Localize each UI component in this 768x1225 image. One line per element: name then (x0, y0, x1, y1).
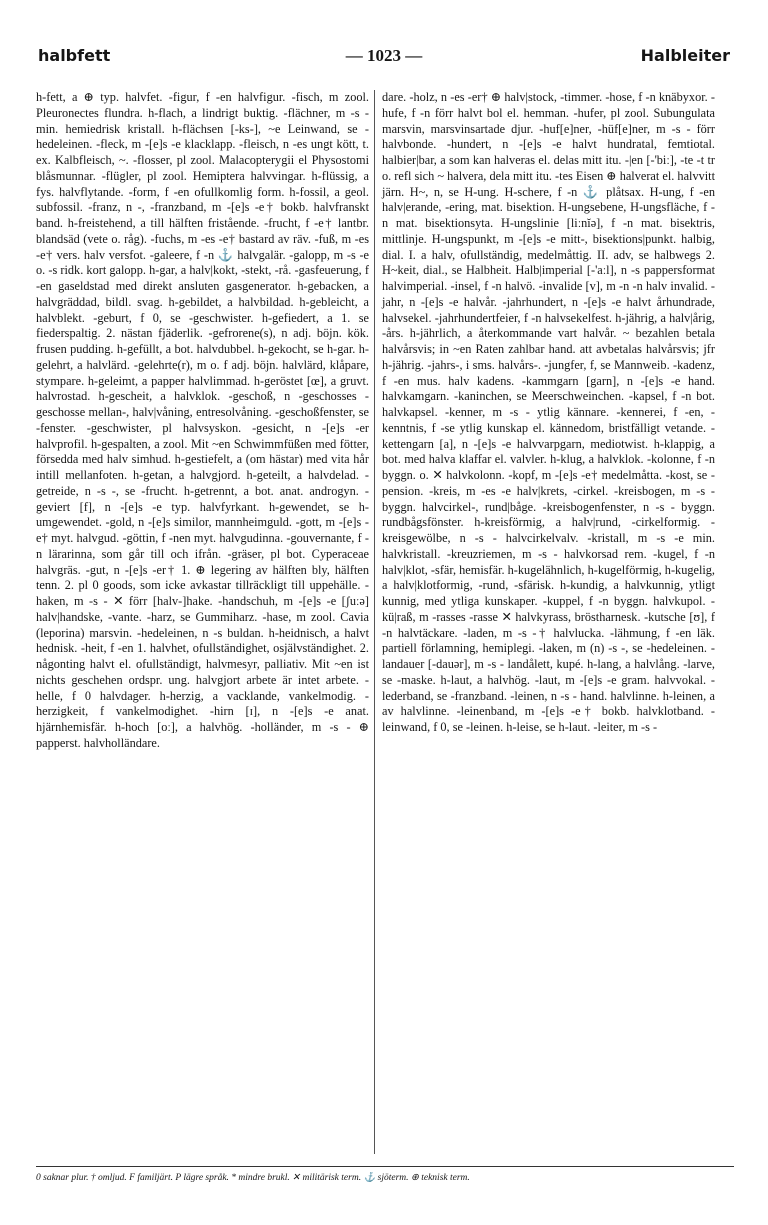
left-column (36, 90, 369, 752)
left-column-text: h-fett, a ⊕ typ. halvfet. -figur, f -en halvfigur. -fisch, m zool. Pleuronectes flundra. h-flach, a lindrigt buktig. -flächner, m -s - min. hemiedrisk kristall. h-flächsen [-ks-], ~e Leinwand, se -hedeleinen. -fleck, m -[e]s -e klacklapp. -fleisch, n -es ungt kött, t. ex. Kalbfleisch, ~. -flosser, pl zool. Malacopterygii el Physostomi blåsmunnar. -flügler, pl zool. Hemiptera halvvingar. h-flüssig, a fys. halvflytande. -form, f -en ofullkomlig form. h-fossil, a geol. subfossil. -franz, n -, -franzband, m -[e]s -e† bokb. halvfranskt band. h-freistehend, a till hälften fristående. -frucht, f -e† lantbr. blandsäd (vete o. råg). -fuchs, m -es -e† bastard av räv. -fuß, m -es -e† vers. halv versfot. -galeere, f -n ⚓ halvgalär. -galopp, m -s -e o. -s ridk. kort galopp. h-gar, a halv|kokt, -stekt, -rå. -gasfeuerung, f -en gaseldstad med direkt ansluten gasgenerator. h-gebacken, a halvgräddad, bildl. svag. h-gebildet, a halvbildad. h-gebleicht, a halvblekt. -geburt, f 0, se -geschwister. h-gefiedert, a 1. se fiederspaltig. 2. nästan fjäderlik. -gefrorene(s), n adj. böjn. kök. frusen pudding. h-gefüllt, a bot. halvdubbel. h-gekocht, se h-gar. h-gelehrt, a halvlärd. -gelehrte(r), m o. f adj. böjn. halvlärd, klåpare, stympare. h-geleimt, a papper halvlimmad. h-geröstet [œ], a gruvt. halvrostad. h-gescheit, a halvklok. -geschoß, n -geschosses -geschosse mellan-, halv|våning, entresolvåning. -geschoßfenster, se -fenster. -geschwister, pl halvsyskon. -gesicht, n -[e]s -er halvprofil. h-gespalten, a zool. Mit ~en Schwimmfüßen med fötter, försedda med halv simhud. h-gestiefelt, a (om hästar) med vita hår intill mellanfoten. h-getan, a halvgjord. h-geteilt, a halvdelad. -getreide, n -s -, se -frucht. h-getrennt, a bot. anat. androgyn. -geviert [f], n -[e]s -e typ. halvfyrkant. h-gewendet, se h-umgewendet. -gold, n -[e]s similor, mannheimguld. -gott, m -[e]s -e† myt. halvgud. -göttin, f -nen myt. halvgudinna. -gouvernante, f -n lärarinna, som går till och ifrån. -gräser, pl bot. Cyperaceae halvgräs. -gut, n -[e]s -er† 1. ⊕ legering av hälften bly, hälften tenn. 2. pl 0 goods, som icke avkastar tillräckligt till uppehälle. -haken, m -s - ✕ förr [halv-]hake. -handschuh, m -[e]s -e [ʃuːə] halv|handske, -vante. -harz, se Gummiharz. -hase, m zool. Cavia (leporina) marsvin. -hedeleinen, n -s buldan. h-heidnisch, a halvt hednisk. -heit, f -en 1. halvhet, ofullständighet, osjälvständighet. 2. någonting halvt el. ofullständigt, halvmesyr, palliativ. Mit ~en ist nichts geschehen ordspr. ung. halvgjort arbete är intet arbete. -helle, f 0 halvdager. h-herzig, a vacklande, vankelmodig. -herzigkeit, f vankelmodighet. -hirn [ɪ], n -[e]s -e anat. hjärnhemisfär. h-hoch [oː], a halvhög. -holländer, m -s - ⊕ papperst. halvholländare. (36, 90, 369, 750)
column-divider (374, 90, 375, 1154)
page-header (38, 46, 730, 72)
dictionary-columns (36, 90, 734, 1154)
right-column (382, 90, 715, 736)
footer-rule (36, 1166, 734, 1167)
header-guide-word-left: halbfett (38, 46, 111, 65)
header-guide-word-right: Halbleiter (640, 46, 730, 65)
right-column-text: dare. -holz, n -es -er† ⊕ halv|stock, -timmer. -hose, f -n knäbyxor. -hufe, f -n förr halvt bol el. hemman. -hufer, pl zool. Subungulata marsvin, marsvinsartade djur. -huf[e]ner, -hüf[e]ner, m -s - förr halvbonde. -hundert, n -[e]s -e halvt hundratal, femtiotal. halbier|bar, a som kan halveras el. delas mitt itu. -|en [-'biː], -te -t tr o. refl sich ~ halvera, dela mitt itu. -tes Eisen ⊕ halverat el. halvvitt järn. H~, n, se H-ung. H-schere, f -n ⚓ plåtsax. H-ung, f -en halv|erande, -ering, mat. bisektion. H-ungsebene, H-ungsfläche, f -n mat. bisektionsyta. H-ungslinie [liːnĭə], f -n mat. bisektris, mittlinje. H-ungspunkt, m -[e]s -e mitt-, bisektions|punkt. halbig, dial. I. a halv, ofullständig, medelmåttig. II. adv, se halbwegs 2. H~keit, dial., se Halbheit. Halb|imperial [-'aːl], n -s pappersformat halvimperial. -insel, f -n halvö. -invalide [v], m -n -n halv invalid. -jahr, n -[e]s -e halvår. -jahrhundert, n -[e]s -e halvt århundrade, halvsekel. -jahrhundertfeier, f -n halvsekelfest. h-jährig, a halv|årig, -års. h-jährlich, a återkommande vart halvår. ~ bezahlen betala halvårsvis; in ~en Raten zahlbar hand. att avbetalas halvårsvis; jfr h-jährig. -jahrs-, i sms. halvårs-. -jungfer, f, se Mannweib. -kadenz, f -en mus. halv kadens. -kammgarn [garn], n -[e]s -e hand. halvkamgarn. -kaninchen, se Meerschweinchen. -kapsel, f -n bot. halvkapsel. -kenner, m -s - ytlig kännare. -kennerei, f -en, -kenntnis, f -se ytlig kunskap el. kännedom, bristfälligt vetande. -kettengarn [a], n -[e]s -e halvvarpgarn, mediotwist. h-klappig, a bot. med halva klaffar el. valvler. h-klug, a halvklok. -kolonne, f -n byggn. o. ✕ halvkolonn. -kopf, m -[e]s -e† medelmåtta. -kost, se -pension. -kreis, m -es -e halv|krets, -cirkel. -kreisbogen, m -s - byggn. halvcirkel-, rund|båge. -kreisbogenfenster, n -s - byggn. rundbågsfönster. h-kreisförmig, a halv|rund, -cirkelformig. -kreisgewölbe, n -s - halvcirkelvalv. -kristall, m -s -e min. halvkristall. -kreuzriemen, m -s - halvkorsad rem. -kugel, f -n halv|klot, -sfär, hemisfär. h-kugelähnlich, h-kugelförmig, h-kugelig, a halv|klotformig, -rund, -sfärisk. h-kundig, a halvkunnig, ytligt kunnig, med ytliga kunskaper. -kuppel, f -n byggn. halvkupol. -kü|raß, m -rasses -rasse ✕ halvkyrass, bröstharnesk. -kutsche [ʊ], f -n halvtäckare. -laden, m -s -† halvlucka. -lähmung, f -en läk. partiell förlamning, hemiplegi. -laken, m (n) -s -, se -hedeleinen. -landauer [-dauər], m -s - landålett, kupé. h-lang, a halvlång. -larve, se -maske. h-laut, a halvhög. -laut, m -[e]s -e gram. halvvokal. -lederband, se -franzband. -leinen, n -s - hand. halvlinne. h-leinen, a av halvlinne. -leinenband, m -[e]s -e† bokb. halvklotband. -leinwand, f 0, se -leinen. h-leise, se h-laut. -leiter, m -s - (382, 90, 715, 734)
page-number: — 1023 — (345, 46, 423, 65)
abbreviation-legend: 0 saknar plur. † omljud. F familjärt. P lägre språk. * mindre brukl. ✕ militärisk term. ⚓ sjöterm. ⊕ teknisk term. (36, 1173, 470, 1183)
